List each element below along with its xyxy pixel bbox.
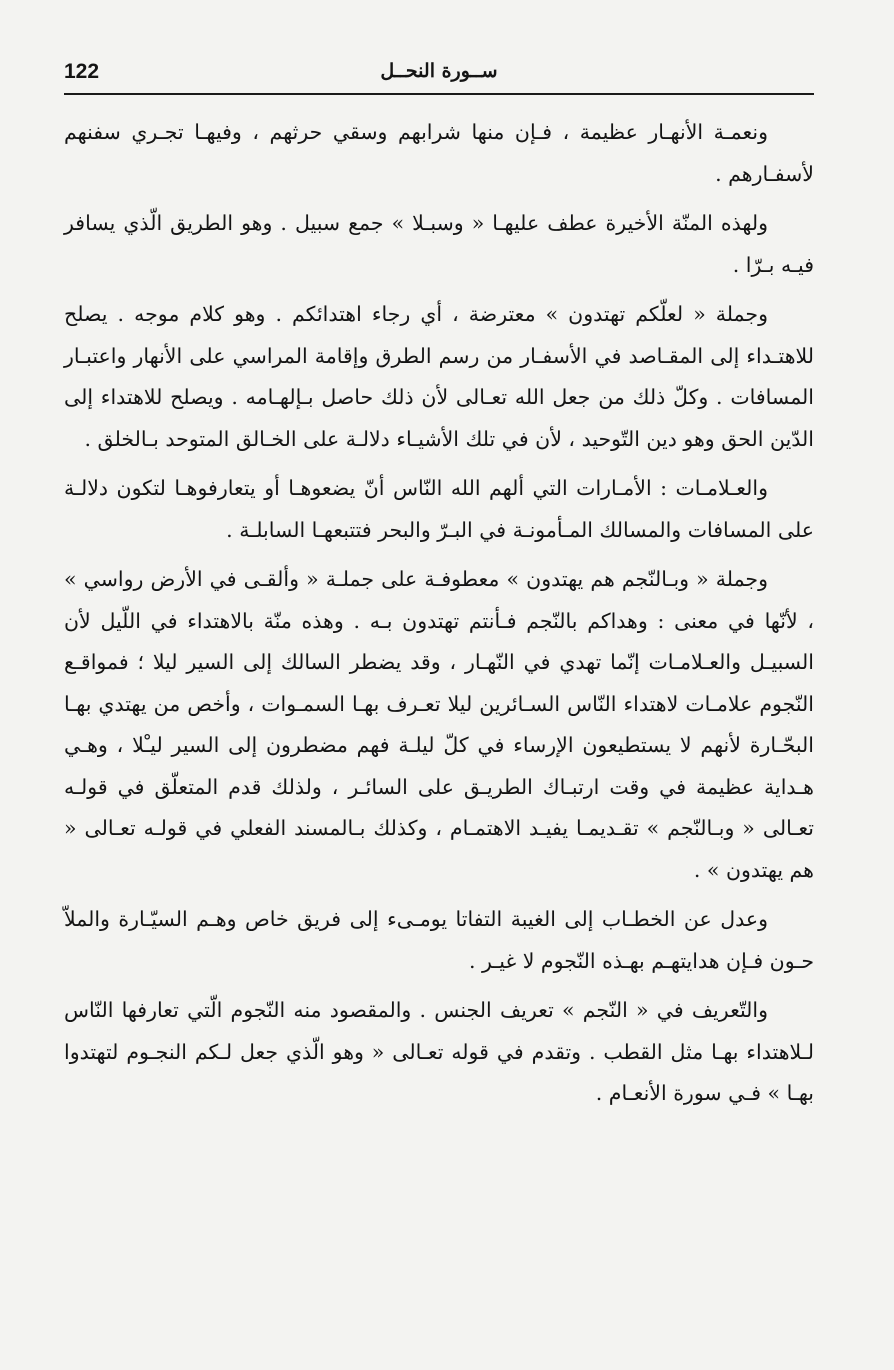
- paragraph: وجملة « لعلّكم تهتدون » معترضة ، أي رجاء اهتدائكم . وهو كلام موجه . يصلح للاهتـداء إلى المقـاصد في الأسفـار من رسم الطرق وإقامة المراسي على الأنهار واعتبـار المسافات . وكلّ ذلك من جعل الله تعـالى لأن ذلك حاصل بـإلهـامه . ويصلح للاهتداء إلى الدّين الحق وهو دين التّوحيد ، لأن في تلك الأشيـاء دلالـة على الخـالق المتوحد بـالخلق .: [64, 302, 814, 451]
- paragraph: والتّعريف في « النّجم » تعريف الجنس . والمقصود منه النّجوم الّتي تعارفها النّاس لـلاهتداء بهـا مثل القطب . وتقدم في قوله تعـالى « وهو الّذي جعل لـكم النجـوم لتهتدوا بهـا » فـي سورة الأنعـام .: [64, 998, 814, 1105]
- paragraph: ونعمـة الأنهـار عظيمة ، فـإن منها شرابهم وسقي حرثهم ، وفيهـا تجـري سفنهم لأسفـارهم .: [64, 120, 814, 186]
- surah-title: ســورة النحــل: [380, 60, 498, 82]
- paragraph: والعـلامـات : الأمـارات التي ألهم الله النّاس أنّ يضعوهـا أو يتعارفوهـا لتكون دلالـة على المسافات والمسالك المـأمونـة في البـرّ والبحر فتتبعهـا السابلـة .: [64, 476, 814, 542]
- paragraph: ولهذه المنّة الأخيرة عطف عليهـا « وسبـلا » جمع سبيل . وهو الطريق الّذي يسافر فيـه بـرّا .: [64, 211, 814, 277]
- header-rule: [64, 93, 814, 95]
- page-number: 122: [64, 60, 100, 83]
- paragraph: وجملة « وبـالنّجم هم يهتدون » معطوفـة على جملـة « وألقـى في الأرض رواسي » ، لأنّها في معنى : وهداكم بالنّجم فـأنتم تهتدون بـه . وهذه منّة بالاهتداء في اللّيل لأن السبيـل والعـلامـات إنّما تهدي في النّهـار ، وقد يضطر السالك إلى السير ليلا ؛ فمواقـع النّجوم علامـات لاهتداء النّاس السـائرين ليلا تعـرف بهـا السمـوات ، وأخص من يهتدي بهـا البحّـارة لأنهم لا يستطيعون الإرساء في كلّ ليلـة فهم مضطرون إلى السير ليـْلا ، وهـي هـداية عظيمة في وقت ارتبـاك الطريـق على السائـر ، ولذلك قدم المتعلّق في قولـه تعـالى « وبـالنّجم » تقـديمـا يفيـد الاهتمـام ، وكذلك بـالمسند الفعلي في قولـه تعـالى « هم يهتدون » .: [64, 567, 814, 882]
- paragraph: وعدل عن الخطـاب إلى الغيبة التفاتا يومـىء إلى فريق خاص وهـم السيّـارة والملاّ حـون فـإن هدايتهـم بهـذه النّجوم لا غيـر .: [64, 907, 814, 973]
- body-text: [64, 112, 814, 1123]
- page-header: [64, 58, 814, 96]
